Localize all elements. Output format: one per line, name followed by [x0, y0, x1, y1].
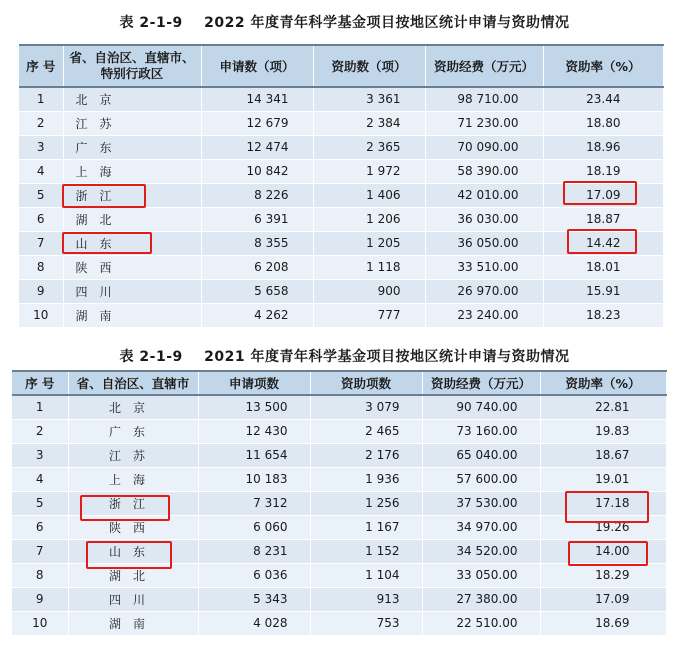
row-funding: 70 090.00: [425, 135, 543, 159]
header-index: 序 号: [19, 45, 63, 87]
row-rate: 17.18: [540, 491, 666, 515]
row-funded: 2 176: [310, 443, 422, 467]
row-applications: 12 474: [201, 135, 313, 159]
row-funded: 1 206: [313, 207, 425, 231]
row-index: 8: [12, 563, 68, 587]
row-rate: 18.80: [543, 111, 663, 135]
table-2021-caption: [0, 346, 689, 366]
row-funded: 900: [313, 279, 425, 303]
header-rate: 资助率（%）: [540, 371, 666, 395]
row-region: 山东: [68, 539, 198, 563]
table-2022-number: 表 2-1-9: [119, 15, 183, 31]
table-row: [19, 135, 663, 159]
row-index: 3: [12, 443, 68, 467]
row-index: 6: [19, 207, 63, 231]
header-rate: 资助率（%）: [543, 45, 663, 87]
row-funded: 1 167: [310, 515, 422, 539]
table-row: [12, 395, 666, 419]
table-row: [19, 279, 663, 303]
table-row: [12, 515, 666, 539]
row-region: 北京: [68, 395, 198, 419]
table-row: [12, 587, 666, 611]
row-index: 6: [12, 515, 68, 539]
row-rate: 18.19: [543, 159, 663, 183]
row-index: 9: [19, 279, 63, 303]
row-rate: 17.09: [540, 587, 666, 611]
row-region: 北京: [63, 87, 201, 111]
row-region: 山东: [63, 231, 201, 255]
row-index: 1: [19, 87, 63, 111]
row-rate: 19.26: [540, 515, 666, 539]
header-index: 序 号: [12, 371, 68, 395]
row-applications: 4 028: [198, 611, 310, 635]
table-2022-header-row: [19, 45, 663, 87]
row-index: 9: [12, 587, 68, 611]
row-applications: 6 060: [198, 515, 310, 539]
row-funding: 23 240.00: [425, 303, 543, 327]
table-2022: [19, 44, 664, 328]
header-region: 省、自治区、直辖市、特别行政区: [63, 45, 201, 87]
row-index: 10: [19, 303, 63, 327]
row-funding: 57 600.00: [422, 467, 540, 491]
row-rate: 18.29: [540, 563, 666, 587]
row-rate: 14.00: [540, 539, 666, 563]
row-index: 4: [19, 159, 63, 183]
row-region: 湖南: [68, 611, 198, 635]
row-funding: 58 390.00: [425, 159, 543, 183]
row-applications: 4 262: [201, 303, 313, 327]
row-funded: 753: [310, 611, 422, 635]
table-row: [19, 111, 663, 135]
row-funding: 33 510.00: [425, 255, 543, 279]
row-funded: 1 256: [310, 491, 422, 515]
table-2021-panel: [0, 338, 689, 650]
row-applications: 5 658: [201, 279, 313, 303]
row-funded: 913: [310, 587, 422, 611]
row-applications: 14 341: [201, 87, 313, 111]
row-region: 湖南: [63, 303, 201, 327]
header-funding: 资助经费（万元）: [425, 45, 543, 87]
header-applications: 申请项数: [198, 371, 310, 395]
row-funded: 1 972: [313, 159, 425, 183]
row-applications: 10 842: [201, 159, 313, 183]
row-applications: 12 430: [198, 419, 310, 443]
table-row: [12, 467, 666, 491]
table-row: [12, 419, 666, 443]
row-region: 四川: [63, 279, 201, 303]
row-index: 7: [12, 539, 68, 563]
row-funded: 1 104: [310, 563, 422, 587]
row-funded: 2 384: [313, 111, 425, 135]
row-rate: 19.01: [540, 467, 666, 491]
row-funding: 71 230.00: [425, 111, 543, 135]
row-index: 7: [19, 231, 63, 255]
row-rate: 19.83: [540, 419, 666, 443]
row-rate: 18.69: [540, 611, 666, 635]
table-2022-title: 2022 年度青年科学基金项目按地区统计申请与资助情况: [204, 15, 570, 31]
table-row: [12, 491, 666, 515]
row-index: 10: [12, 611, 68, 635]
header-funded: 资助项数: [310, 371, 422, 395]
row-funding: 36 030.00: [425, 207, 543, 231]
row-region: 湖北: [63, 207, 201, 231]
row-funding: 42 010.00: [425, 183, 543, 207]
row-region: 上海: [63, 159, 201, 183]
row-funding: 65 040.00: [422, 443, 540, 467]
row-funding: 34 970.00: [422, 515, 540, 539]
row-funding: 33 050.00: [422, 563, 540, 587]
row-applications: 12 679: [201, 111, 313, 135]
row-rate: 17.09: [543, 183, 663, 207]
row-index: 2: [12, 419, 68, 443]
row-funding: 90 740.00: [422, 395, 540, 419]
row-region: 江苏: [68, 443, 198, 467]
row-rate: 15.91: [543, 279, 663, 303]
row-applications: 13 500: [198, 395, 310, 419]
row-region: 四川: [68, 587, 198, 611]
row-region: 江苏: [63, 111, 201, 135]
row-applications: 6 036: [198, 563, 310, 587]
table-2021: [12, 370, 667, 636]
row-applications: 8 231: [198, 539, 310, 563]
row-index: 5: [19, 183, 63, 207]
row-applications: 10 183: [198, 467, 310, 491]
table-row: [19, 231, 663, 255]
row-rate: 18.01: [543, 255, 663, 279]
table-row: [19, 255, 663, 279]
table-row: [12, 611, 666, 635]
row-applications: 6 391: [201, 207, 313, 231]
row-funded: 2 465: [310, 419, 422, 443]
row-region: 浙江: [63, 183, 201, 207]
row-region: 上海: [68, 467, 198, 491]
table-row: [19, 159, 663, 183]
row-region: 陕西: [63, 255, 201, 279]
row-region: 湖北: [68, 563, 198, 587]
table-row: [19, 87, 663, 111]
table-row: [19, 183, 663, 207]
row-funding: 22 510.00: [422, 611, 540, 635]
row-index: 4: [12, 467, 68, 491]
row-funding: 36 050.00: [425, 231, 543, 255]
row-index: 5: [12, 491, 68, 515]
row-region: 广东: [68, 419, 198, 443]
row-applications: 5 343: [198, 587, 310, 611]
header-funding: 资助经费（万元）: [422, 371, 540, 395]
row-region: 广东: [63, 135, 201, 159]
row-funding: 37 530.00: [422, 491, 540, 515]
row-funded: 1 152: [310, 539, 422, 563]
row-funded: 2 365: [313, 135, 425, 159]
row-region: 陕西: [68, 515, 198, 539]
row-funding: 34 520.00: [422, 539, 540, 563]
table-row: [19, 303, 663, 327]
table-2022-caption: [0, 12, 689, 32]
table-row: [12, 563, 666, 587]
row-funding: 26 970.00: [425, 279, 543, 303]
row-applications: 8 355: [201, 231, 313, 255]
row-rate: 18.87: [543, 207, 663, 231]
row-funding: 98 710.00: [425, 87, 543, 111]
row-rate: 22.81: [540, 395, 666, 419]
row-funded: 3 361: [313, 87, 425, 111]
row-applications: 7 312: [198, 491, 310, 515]
table-row: [12, 539, 666, 563]
row-index: 3: [19, 135, 63, 159]
table-row: [12, 443, 666, 467]
table-2021-number: 表 2-1-9: [119, 349, 183, 365]
row-funding: 73 160.00: [422, 419, 540, 443]
row-funded: 1 936: [310, 467, 422, 491]
row-region: 浙江: [68, 491, 198, 515]
header-funded: 资助数（项）: [313, 45, 425, 87]
row-rate: 18.23: [543, 303, 663, 327]
row-funding: 27 380.00: [422, 587, 540, 611]
row-funded: 1 118: [313, 255, 425, 279]
row-applications: 8 226: [201, 183, 313, 207]
row-rate: 18.96: [543, 135, 663, 159]
row-rate: 14.42: [543, 231, 663, 255]
row-applications: 6 208: [201, 255, 313, 279]
table-2021-title: 2021 年度青年科学基金项目按地区统计申请与资助情况: [204, 349, 570, 365]
row-funded: 1 205: [313, 231, 425, 255]
row-funded: 3 079: [310, 395, 422, 419]
row-index: 1: [12, 395, 68, 419]
row-applications: 11 654: [198, 443, 310, 467]
table-2021-header-row: [12, 371, 666, 395]
row-rate: 18.67: [540, 443, 666, 467]
row-index: 2: [19, 111, 63, 135]
row-funded: 1 406: [313, 183, 425, 207]
header-applications: 申请数（项）: [201, 45, 313, 87]
table-row: [19, 207, 663, 231]
row-rate: 23.44: [543, 87, 663, 111]
header-region: 省、自治区、直辖市: [68, 371, 198, 395]
row-index: 8: [19, 255, 63, 279]
row-funded: 777: [313, 303, 425, 327]
